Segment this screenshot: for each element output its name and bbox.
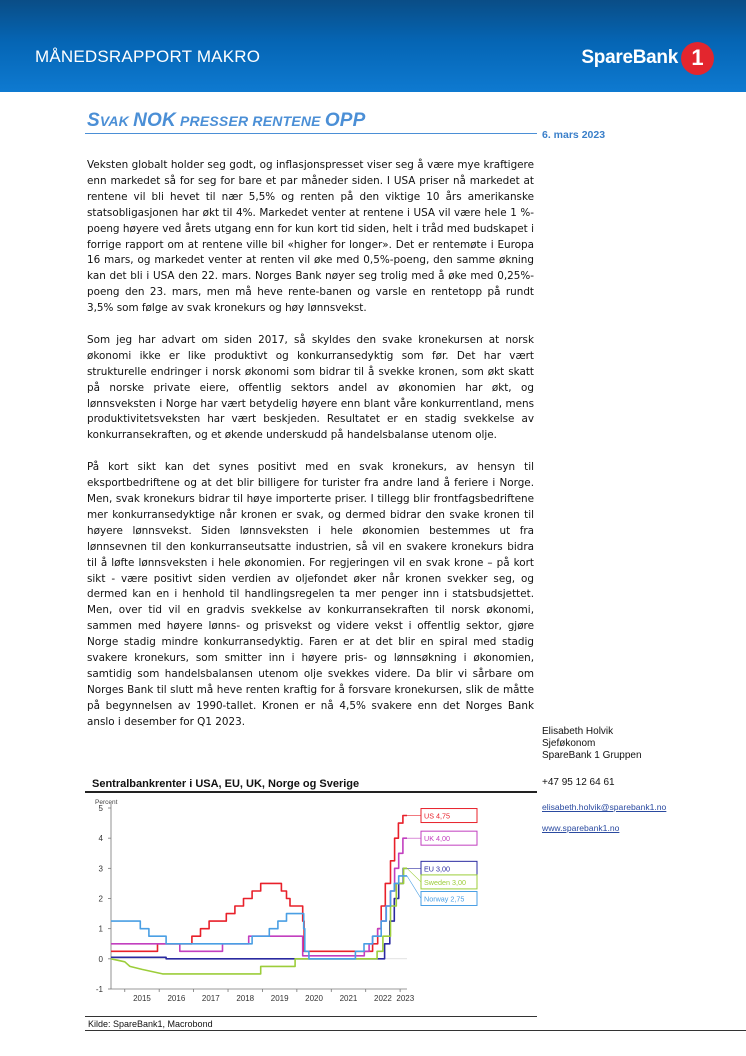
website-link[interactable]: www.sparebank1.no bbox=[542, 823, 620, 833]
chart-source: Kilde: SpareBank1, Macrobond bbox=[88, 1019, 213, 1029]
series-line bbox=[111, 868, 407, 959]
y-tick-label: 3 bbox=[98, 864, 103, 874]
interest-rate-chart bbox=[85, 794, 530, 1012]
paragraph-2: Som jeg har advart om siden 2017, så skyldes den svake kronekursen at norsk økonomi ikke er like produktivt og konkurransedyktig som før. Det har vært strukturelle endringer i norsk økonomi som bidrar til å svekke kronen, som økt skatt på norske private eiere, offentlig sektors andel av økonomien har økt, og lønnsveksten i Norge har vært betydelig høyere enn blant våre konkurrentland, mens produktivitetsveksten har vært beskjeden. Resultatet er en stadig svekkelse av konkurransekraften, og et økende underskudd på handelsbalanse utenom olje. bbox=[87, 333, 534, 442]
y-tick-label: -1 bbox=[95, 985, 103, 994]
source-divider bbox=[85, 1016, 537, 1017]
series-label-leader bbox=[407, 868, 421, 882]
report-title: MÅNEDSRAPPORT MAKRO bbox=[35, 47, 261, 66]
author-role: Sjeføkonom bbox=[542, 738, 596, 749]
series-label: US 4,75 bbox=[424, 811, 450, 821]
series-line bbox=[111, 876, 407, 959]
headline-lead: S bbox=[87, 110, 100, 131]
x-tick-label: 2018 bbox=[236, 994, 255, 1003]
y-tick-label: 2 bbox=[98, 894, 103, 904]
headline-nok: NOK bbox=[133, 110, 176, 131]
chart-title-divider bbox=[85, 791, 537, 793]
y-axis-label: Percent bbox=[95, 799, 118, 806]
author-phone: +47 95 12 64 61 bbox=[542, 777, 615, 788]
author-block bbox=[542, 726, 642, 762]
x-tick-label: 2019 bbox=[270, 994, 289, 1003]
brand-number-badge: 1 bbox=[681, 42, 714, 75]
report-date: 6. mars 2023 bbox=[542, 129, 606, 141]
x-tick-label: 2023 bbox=[396, 994, 415, 1003]
chart-title: Sentralbankrenter i USA, EU, UK, Norge og Sverige bbox=[92, 778, 360, 790]
headline-vak: VAK bbox=[99, 113, 134, 129]
x-tick-label: 2017 bbox=[201, 994, 220, 1003]
series-line bbox=[111, 838, 407, 956]
headline-divider bbox=[85, 133, 537, 134]
author-name: Elisabeth Holvik bbox=[542, 726, 614, 737]
series-line bbox=[111, 816, 407, 952]
y-tick-label: 4 bbox=[98, 834, 103, 844]
headline-opp: OPP bbox=[324, 110, 366, 131]
series-label: EU 3,00 bbox=[424, 864, 450, 874]
y-tick-label: 1 bbox=[98, 924, 103, 934]
y-tick-label: 0 bbox=[98, 954, 103, 964]
page-footer-rule bbox=[85, 1030, 746, 1031]
author-company: SpareBank 1 Gruppen bbox=[542, 750, 642, 761]
headline-rest: PRESSER RENTENE bbox=[175, 113, 325, 129]
series-label: Sweden 3,00 bbox=[424, 877, 466, 887]
article-headline bbox=[87, 110, 366, 132]
author-email-link[interactable]: elisabeth.holvik@sparebank1.no bbox=[542, 802, 667, 812]
brand-name: SpareBank bbox=[581, 47, 678, 68]
x-tick-label: 2020 bbox=[305, 994, 323, 1003]
paragraph-3: På kort sikt kan det synes positivt med en svak kronekurs, av hensyn til eksportbedriftene og at det blir billigere for turister fra andre land å feriere i Norge. Men, svak kronekurs bidrar til høye importerte priser. I tillegg blir frontfagsbedriftene mer konkurransedyktige når kronen er svak, og dermed bidrar den svake kronen til høyere lønnsvekst. Siden lønnsveksten i hele økonomien bestemmes ut fra lønnsevnen til den konkurranseutsatte industrien, så vil en svakere kronekurs bidra til å løfte lønnsveksten i hele økonomien. For regjeringen vil en svak krone – på kort sikt - være positivt siden verdien av oljefondet øker når kronen svekker seg, og dermed kan en i henhold til handlingsregelen ta mer penger inn i statsbudsjettet. Men, over tid vil en gradvis svekkelse av konkurransekraften til norsk økonomi, sammen med høyere lønns- og prisvekst og videre vekst i offentlig sektor, gjøre Norge stadig mindre konkurransedyktig. Faren er at det blir en spiral med stadig svakere kronekurs, som smitter inn i høyere pris- og lønnsøkning i økonomien, samtidig som handelsbalansen utenom olje svekkes videre. Da blir vi sårbare om Norges Bank til slutt må heve renten kraftig for å forsvare kronekursen, slik de måtte på begynnelsen av 1990-tallet. Kronen er nå 4,5% svakere enn det Norges Bank anslo i desember for Q1 2023. bbox=[87, 461, 534, 728]
y-tick-label: 5 bbox=[98, 804, 103, 813]
series-label: Norway 2,75 bbox=[424, 894, 465, 904]
x-tick-label: 2016 bbox=[167, 994, 186, 1003]
brand-logo bbox=[581, 40, 714, 76]
x-tick-label: 2021 bbox=[339, 994, 358, 1003]
x-tick-label: 2015 bbox=[133, 994, 151, 1003]
page-header bbox=[0, 0, 746, 92]
x-tick-label: 2022 bbox=[374, 994, 392, 1003]
series-label-leader bbox=[407, 876, 421, 899]
article-body bbox=[87, 158, 534, 746]
series-label: UK 4,00 bbox=[424, 834, 450, 844]
paragraph-1: Veksten globalt holder seg godt, og inflasjonspresset viser seg å være mye kraftigere enn markedet så for seg for bare et par måneder siden. I USA priser nå markedet at rentene vil bli hevet til nær 5,5% og renten på den viktige 10 års amerikanske statsobligasjonen har økt til 4%. Markedet venter at rentene i USA vil være hele 1 %-poeng høyere ved årets utgang enn for kun kort tid siden, helt i tråd med budskapet i forrige rapport om at rentene ville bil «higher for longer». Det er rentemøte i Europa 16 mars, og markedet venter at renten vil øke med 0,5%-poeng, den samme økning kan det bli i USA den 22. mars. Norges Bank nøyer seg trolig med å øke med 0,25%-poeng den 23. mars, men må heve rente-banen og varsle en rentetopp på rundt 3,5% som følge av svak kronekurs og høy lønnsvekst. bbox=[87, 159, 534, 315]
